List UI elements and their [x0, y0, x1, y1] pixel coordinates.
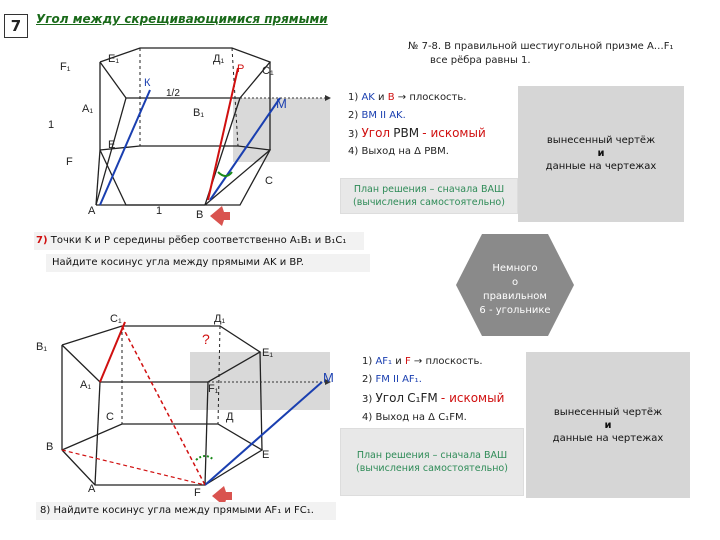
step-num: 3): [362, 394, 373, 405]
label-E1: E₁: [108, 53, 120, 65]
hint-line: правильном: [483, 291, 547, 302]
plan-line: План решения – сначала ВАШ: [356, 450, 508, 461]
slide-number: 7: [4, 14, 28, 38]
top-step-1: [348, 92, 466, 103]
task-8: 8) Найдите косинус угла между прямыми AF₁ и FC₁.: [40, 505, 314, 516]
arrow-icon: [210, 206, 230, 226]
box-line: и: [597, 148, 605, 159]
label-B1b: B₁: [36, 341, 48, 353]
hint-line: о: [511, 277, 519, 288]
step-num: 4): [348, 146, 359, 157]
step-num: 2): [348, 110, 359, 121]
problem-statement: [408, 40, 698, 68]
step-num: 2): [362, 374, 373, 385]
plan-line: (вычисления самостоятельно): [356, 463, 508, 474]
top-upper-hexagon: [100, 48, 270, 98]
box-line: вынесенный чертёж: [546, 135, 656, 146]
step-num: 4): [362, 412, 373, 423]
label-F1b: F₁: [208, 383, 219, 395]
label-C1b: С₁: [110, 313, 122, 325]
top-prism-figure: [0, 30, 340, 230]
step-num: 1): [348, 92, 359, 103]
slide-title: Угол между скрещивающимися прямыми: [36, 12, 328, 26]
label-half: 1/2: [166, 88, 180, 99]
label-M: M: [276, 96, 287, 111]
label-Ab: A: [88, 483, 96, 495]
hexagon-hint-text[interactable]: [454, 262, 576, 318]
step-text: C₁FM: [407, 391, 438, 405]
plan-line: План решения – сначала ВАШ: [353, 184, 505, 195]
step-text: Выход на Δ PBM.: [361, 146, 449, 157]
bottom-prism-figure: [0, 300, 340, 520]
line-AF1: [100, 322, 125, 382]
angle-arc-bottom: [196, 456, 214, 460]
step-text: B: [387, 92, 395, 103]
label-Db: Д: [226, 411, 234, 423]
label-D1: Д₁: [213, 53, 225, 65]
label-B: B: [196, 209, 204, 221]
step-text: Выход на Δ C₁FM.: [375, 412, 467, 423]
box-line: данные на чертежах: [552, 433, 664, 444]
label-Cb: C: [106, 411, 114, 423]
label-E1b: E₁: [262, 347, 274, 359]
label-F: F: [66, 156, 73, 168]
step-text: FM II AF₁.: [375, 374, 422, 385]
top-detached-drawing-box[interactable]: [518, 86, 684, 222]
top-plan-box: [340, 178, 518, 214]
step-text: BM II AK.: [361, 110, 406, 121]
condition-7: [36, 235, 346, 246]
label-one-bottom: 1: [156, 205, 163, 217]
bottom-detached-drawing-box[interactable]: [526, 352, 690, 498]
label-one-left: 1: [48, 119, 55, 131]
condition-text: Точки K и P середины рёбер соответственно A₁B₁ и B₁C₁: [50, 235, 347, 246]
label-K: К: [144, 77, 151, 89]
bottom-plan-box: [340, 428, 524, 496]
label-Bb: B: [46, 441, 54, 453]
top-step-4: [348, 146, 449, 157]
step-text: - искомый: [440, 391, 505, 405]
step-text: и: [378, 92, 385, 103]
box-line: данные на чертежах: [545, 161, 657, 172]
bottom-step-1: [362, 356, 483, 367]
step-text: AK: [361, 92, 375, 103]
label-D1b: Д₁: [214, 313, 226, 325]
label-B1: B₁: [193, 107, 205, 119]
bottom-step-4: [362, 412, 467, 423]
label-E: E: [108, 139, 116, 151]
label-C1: С₁: [262, 65, 274, 77]
step-text: → плоскость.: [413, 356, 483, 367]
step-text: и: [395, 356, 402, 367]
box-line: вынесенный чертёж: [553, 407, 663, 418]
condition-num: 7): [36, 235, 48, 246]
step-text: PBM: [393, 126, 420, 140]
step-text: → плоскость.: [397, 92, 467, 103]
label-A1: A₁: [82, 103, 94, 115]
top-step-2: [348, 110, 406, 121]
label-Fb: F: [194, 487, 201, 499]
label-Eb: E: [262, 449, 270, 461]
step-text: Угол: [361, 126, 391, 140]
step-text: Угол: [375, 391, 405, 405]
top-step-3: [348, 126, 486, 140]
plan-line: (вычисления самостоятельно): [353, 197, 505, 208]
step-num: 3): [348, 129, 359, 140]
label-F1: F₁: [60, 61, 71, 73]
label-question: ?: [202, 331, 210, 347]
bottom-step-2: [362, 374, 422, 385]
bottom-step-3: [362, 391, 504, 405]
hint-line: Немного: [492, 263, 538, 274]
line-BF: [62, 450, 205, 485]
problem-edges-line: все рёбра равны 1.: [430, 55, 531, 66]
box-line: и: [604, 420, 612, 431]
label-A: A: [88, 205, 96, 217]
label-Mb: M: [323, 370, 334, 385]
step-text: F: [404, 356, 411, 367]
label-C: C: [265, 175, 273, 187]
bottom-lower-hexagon: [62, 424, 262, 485]
task-7: Найдите косинус угла между прямыми AK и BP.: [52, 257, 304, 268]
step-num: 1): [362, 356, 373, 367]
step-text: - искомый: [422, 126, 486, 140]
step-text: AF₁: [375, 356, 393, 367]
hint-line: 6 - угольнике: [479, 305, 551, 316]
label-A1b: A₁: [80, 379, 92, 391]
label-P: P: [237, 63, 245, 75]
problem-number-line: № 7-8. В правильной шестиугольной призме A…F₁: [408, 41, 674, 52]
